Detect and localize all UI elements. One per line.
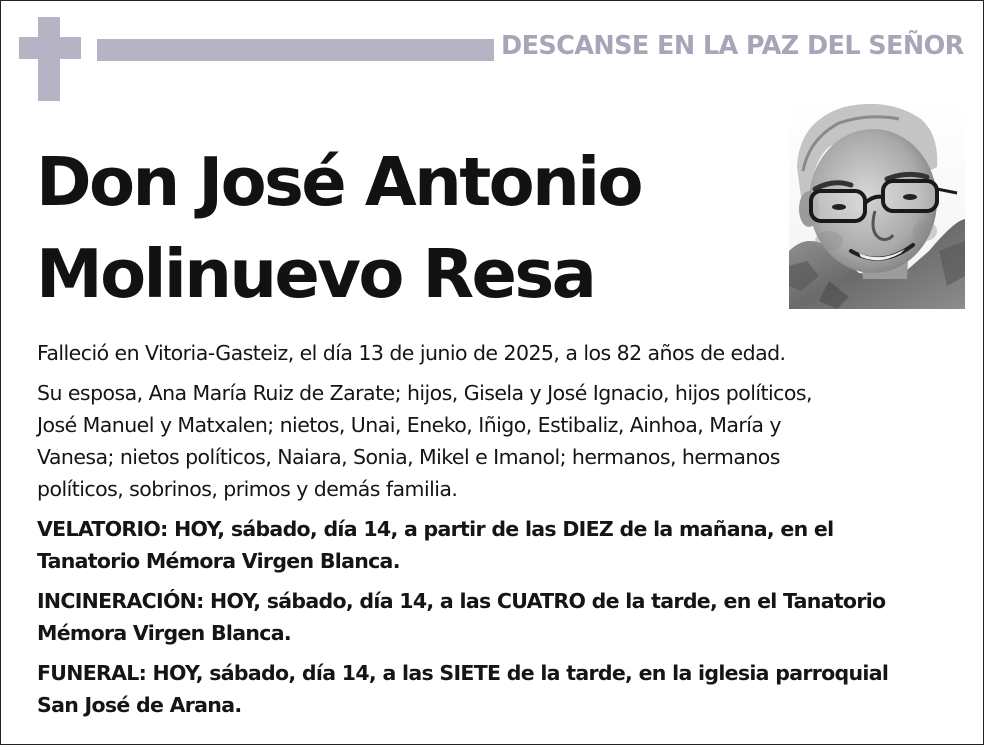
death-line: Falleció en Vitoria-Gasteiz, el día 13 de junio de 2025, a los 82 años de edad. (37, 341, 786, 365)
name-line-2: Molinuevo Resa (36, 235, 595, 313)
cross-horizontal-bar (19, 37, 81, 59)
family-line: Vanesa; nietos políticos, Naiara, Sonia, Mikel e Imanol; hermanos, hermanos (37, 445, 780, 469)
funeral-line: San José de Arana. (37, 693, 242, 717)
family-line: Su esposa, Ana María Ruiz de Zarate; hijos, Gisela y José Ignacio, hijos políticos, (37, 381, 812, 405)
cross-vertical-bar (38, 17, 60, 101)
family-paragraph (37, 377, 972, 505)
portrait-illustration (789, 101, 965, 309)
notice-body (37, 337, 972, 729)
wake-line: VELATORIO: HOY, sábado, día 14, a partir de las DIEZ de la mañana, en el (37, 517, 834, 541)
deceased-name (36, 136, 756, 320)
wake-line: Tanatorio Mémora Virgen Blanca. (37, 549, 400, 573)
death-announcement (37, 337, 972, 369)
family-line: José Manuel y Matxalen; nietos, Unai, Eneko, Iñigo, Estibaliz, Ainhoa, María y (37, 413, 781, 437)
cremation-line: Mémora Virgen Blanca. (37, 621, 291, 645)
name-line-1: Don José Antonio (36, 143, 641, 221)
portrait-photo (789, 101, 965, 309)
cremation-paragraph (37, 585, 972, 649)
header-band (97, 39, 494, 61)
funeral-paragraph (37, 657, 972, 721)
funeral-line: FUNERAL: HOY, sábado, día 14, a las SIETE de la tarde, en la iglesia parroquial (37, 661, 889, 685)
wake-paragraph (37, 513, 972, 577)
header-tagline: DESCANSE EN LA PAZ DEL SEÑOR (501, 31, 964, 61)
family-line: políticos, sobrinos, primos y demás familia. (37, 477, 458, 501)
cremation-line: INCINERACIÓN: HOY, sábado, día 14, a las CUATRO de la tarde, en el Tanatorio (37, 589, 886, 613)
